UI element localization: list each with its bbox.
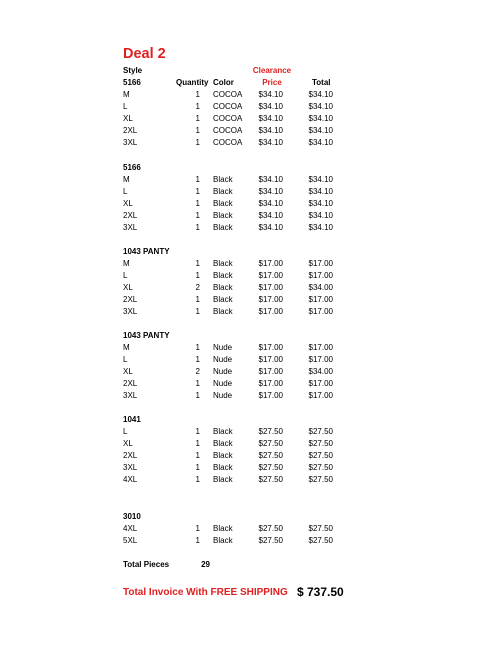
color-cell: Black [213, 463, 233, 472]
quantity-cell: 1 [195, 138, 200, 147]
quantity-cell: 1 [195, 475, 200, 484]
quantity-cell: 1 [195, 187, 200, 196]
color-cell: Black [213, 259, 233, 268]
table-row [0, 463, 500, 475]
quantity-cell: 1 [195, 199, 200, 208]
table-row [0, 199, 500, 211]
total-cell: $34.00 [308, 283, 333, 292]
quantity-cell: 1 [195, 102, 200, 111]
size-cell: L [123, 427, 128, 436]
quantity-cell: 1 [195, 175, 200, 184]
color-cell: Nude [213, 367, 233, 376]
size-cell: L [123, 102, 128, 111]
total-cell: $34.10 [308, 187, 333, 196]
total-pieces-label: Total Pieces [123, 560, 170, 569]
quantity-header: Quantity [176, 78, 209, 87]
total-cell: $27.50 [308, 524, 333, 533]
total-cell: $34.10 [308, 90, 333, 99]
table-row [0, 451, 500, 463]
section-style-label: 3010 [123, 512, 141, 521]
color-cell: COCOA [213, 126, 243, 135]
color-cell: Black [213, 271, 233, 280]
color-cell: Black [213, 307, 233, 316]
table-row [0, 283, 500, 295]
quantity-cell: 1 [195, 259, 200, 268]
quantity-cell: 1 [195, 307, 200, 316]
size-cell: L [123, 187, 128, 196]
quantity-cell: 1 [195, 211, 200, 220]
price-cell: $27.50 [258, 427, 283, 436]
total-cell: $17.00 [308, 343, 333, 352]
size-cell: 2XL [123, 126, 138, 135]
quantity-cell: 1 [195, 90, 200, 99]
quantity-cell: 1 [195, 271, 200, 280]
color-cell: Nude [213, 391, 233, 400]
price-cell: $17.00 [258, 379, 283, 388]
size-cell: 3XL [123, 463, 138, 472]
size-cell: L [123, 271, 128, 280]
total-cell: $17.00 [308, 355, 333, 364]
total-cell: $17.00 [308, 271, 333, 280]
color-cell: Black [213, 524, 233, 533]
price-cell: $27.50 [258, 463, 283, 472]
color-cell: Black [213, 451, 233, 460]
quantity-cell: 1 [195, 524, 200, 533]
quantity-cell: 1 [195, 391, 200, 400]
price-cell: $34.10 [258, 114, 283, 123]
color-cell: COCOA [213, 114, 243, 123]
price-cell: $17.00 [258, 391, 283, 400]
table-row [0, 187, 500, 199]
size-cell: 2XL [123, 451, 138, 460]
size-cell: 3XL [123, 138, 138, 147]
color-header: Color [213, 78, 234, 87]
total-cell: $17.00 [308, 259, 333, 268]
color-cell: Black [213, 211, 233, 220]
table-row [0, 295, 500, 307]
color-cell: Black [213, 439, 233, 448]
total-cell: $34.10 [308, 223, 333, 232]
total-cell: $34.10 [308, 199, 333, 208]
quantity-cell: 1 [195, 463, 200, 472]
quantity-cell: 2 [195, 367, 200, 376]
total-cell: $27.50 [308, 439, 333, 448]
table-row [0, 102, 500, 114]
table-row [0, 271, 500, 283]
size-cell: M [123, 259, 130, 268]
price-cell: $34.10 [258, 199, 283, 208]
table-row [0, 427, 500, 439]
quantity-cell: 2 [195, 283, 200, 292]
color-cell: Nude [213, 379, 233, 388]
color-cell: Black [213, 295, 233, 304]
price-header-line2: Price [262, 78, 282, 87]
total-cell: $27.50 [308, 427, 333, 436]
quantity-cell: 1 [195, 439, 200, 448]
price-cell: $17.00 [258, 295, 283, 304]
price-cell: $34.10 [258, 126, 283, 135]
total-cell: $34.10 [308, 114, 333, 123]
size-cell: 3XL [123, 391, 138, 400]
size-cell: XL [123, 283, 133, 292]
price-cell: $27.50 [258, 536, 283, 545]
price-cell: $17.00 [258, 367, 283, 376]
total-pieces-value: 29 [201, 560, 210, 569]
size-cell: XL [123, 114, 133, 123]
total-cell: $17.00 [308, 295, 333, 304]
section-style-label: 1041 [123, 415, 141, 424]
total-cell: $17.00 [308, 307, 333, 316]
table-row [0, 259, 500, 271]
total-cell: $34.10 [308, 138, 333, 147]
size-cell: 3XL [123, 223, 138, 232]
quantity-cell: 1 [195, 295, 200, 304]
table-row [0, 367, 500, 379]
price-cell: $34.10 [258, 138, 283, 147]
total-cell: $34.10 [308, 102, 333, 111]
price-cell: $34.10 [258, 90, 283, 99]
total-invoice-value: $ 737.50 [297, 585, 344, 599]
price-cell: $34.10 [258, 175, 283, 184]
price-cell: $34.10 [258, 211, 283, 220]
table-row [0, 211, 500, 223]
total-cell: $27.50 [308, 475, 333, 484]
price-cell: $34.10 [258, 187, 283, 196]
table-row [0, 524, 500, 536]
size-cell: XL [123, 367, 133, 376]
price-cell: $27.50 [258, 451, 283, 460]
color-cell: Black [213, 427, 233, 436]
total-invoice-label: Total Invoice With FREE SHIPPING [123, 587, 288, 598]
quantity-cell: 1 [195, 427, 200, 436]
quantity-cell: 1 [195, 355, 200, 364]
total-cell: $34.00 [308, 367, 333, 376]
color-cell: Black [213, 475, 233, 484]
color-cell: Nude [213, 343, 233, 352]
price-cell: $27.50 [258, 439, 283, 448]
table-row [0, 114, 500, 126]
color-cell: Black [213, 187, 233, 196]
section-style-label: 5166 [123, 163, 141, 172]
total-cell: $34.10 [308, 126, 333, 135]
size-cell: M [123, 90, 130, 99]
total-cell: $27.50 [308, 463, 333, 472]
table-row [0, 307, 500, 319]
table-row [0, 175, 500, 187]
color-cell: Black [213, 199, 233, 208]
price-cell: $27.50 [258, 524, 283, 533]
table-row [0, 536, 500, 548]
price-cell: $17.00 [258, 283, 283, 292]
table-row [0, 355, 500, 367]
table-row [0, 343, 500, 355]
quantity-cell: 1 [195, 451, 200, 460]
size-cell: 2XL [123, 379, 138, 388]
price-cell: $17.00 [258, 307, 283, 316]
total-cell: $17.00 [308, 379, 333, 388]
size-cell: M [123, 175, 130, 184]
quantity-cell: 1 [195, 223, 200, 232]
color-cell: Black [213, 175, 233, 184]
table-row [0, 379, 500, 391]
size-cell: 2XL [123, 211, 138, 220]
quantity-cell: 1 [195, 536, 200, 545]
section-style-label: 5166 [123, 78, 141, 87]
price-cell: $34.10 [258, 102, 283, 111]
color-cell: Black [213, 223, 233, 232]
color-cell: Black [213, 536, 233, 545]
size-cell: M [123, 343, 130, 352]
price-cell: $17.00 [258, 343, 283, 352]
price-cell: $17.00 [258, 259, 283, 268]
size-cell: 4XL [123, 524, 138, 533]
size-cell: 3XL [123, 307, 138, 316]
quantity-cell: 1 [195, 343, 200, 352]
price-cell: $27.50 [258, 475, 283, 484]
table-row [0, 126, 500, 138]
total-cell: $27.50 [308, 451, 333, 460]
clearance-header-line1: Clearance [252, 66, 292, 75]
total-cell: $34.10 [308, 211, 333, 220]
section-style-label: 1043 PANTY [123, 247, 170, 256]
price-cell: $34.10 [258, 223, 283, 232]
size-cell: XL [123, 439, 133, 448]
color-cell: COCOA [213, 90, 243, 99]
table-row [0, 439, 500, 451]
table-row [0, 391, 500, 403]
total-header: Total [312, 78, 331, 87]
style-header: Style [123, 66, 143, 75]
section-style-label: 1043 PANTY [123, 331, 170, 340]
quantity-cell: 1 [195, 126, 200, 135]
table-row [0, 90, 500, 102]
color-cell: Nude [213, 355, 233, 364]
color-cell: COCOA [213, 102, 243, 111]
deal-title: Deal 2 [123, 46, 166, 62]
total-cell: $17.00 [308, 391, 333, 400]
color-cell: COCOA [213, 138, 243, 147]
color-cell: Black [213, 283, 233, 292]
price-cell: $17.00 [258, 355, 283, 364]
total-cell: $34.10 [308, 175, 333, 184]
table-row [0, 223, 500, 235]
quantity-cell: 1 [195, 379, 200, 388]
size-cell: XL [123, 199, 133, 208]
table-row [0, 138, 500, 150]
table-row [0, 475, 500, 487]
size-cell: 5XL [123, 536, 138, 545]
price-cell: $17.00 [258, 271, 283, 280]
size-cell: L [123, 355, 128, 364]
total-cell: $27.50 [308, 536, 333, 545]
size-cell: 4XL [123, 475, 138, 484]
quantity-cell: 1 [195, 114, 200, 123]
size-cell: 2XL [123, 295, 138, 304]
